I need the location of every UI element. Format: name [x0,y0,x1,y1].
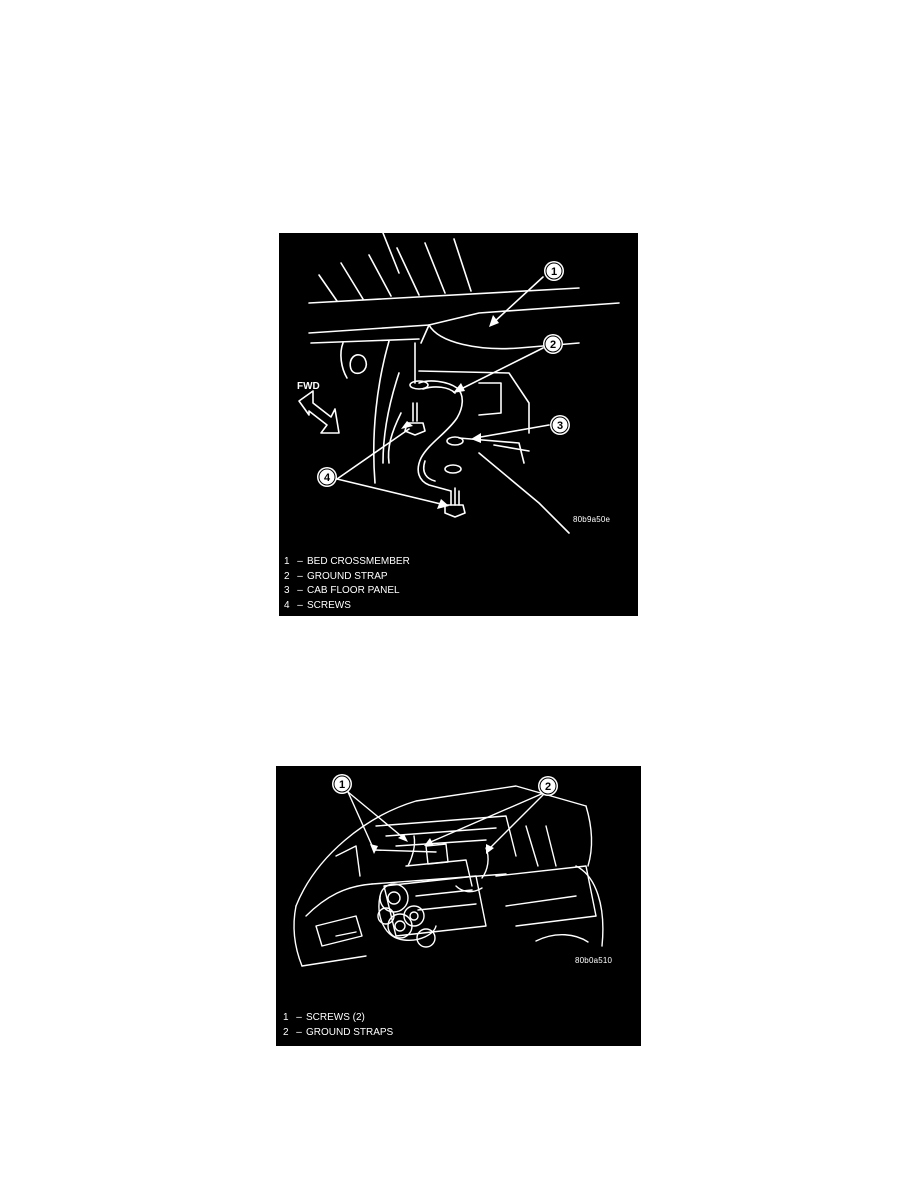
legend-item: 4 – SCREWS [284,599,410,614]
callout-4 [317,467,337,487]
figure-engine-ground-straps [276,766,641,1046]
legend-text: SCREWS (2) [306,1012,365,1023]
legend-item: 2 – GROUND STRAP [284,570,410,585]
figure-legend [283,1011,393,1040]
legend-number: 2 [284,570,290,582]
callout-number: 3 [556,420,564,432]
callout-number: 1 [550,266,558,278]
legend-text: GROUND STRAP [307,570,388,582]
figure-code: 80b9a50e [573,515,611,524]
callout-number: 1 [338,779,346,791]
legend-number: 1 [283,1012,289,1023]
callout-number: 4 [323,472,331,484]
legend-item: 1 – BED CROSSMEMBER [284,555,410,570]
callout-number: 2 [549,339,557,351]
legend-item: 3 – CAB FLOOR PANEL [284,584,410,599]
legend-text: BED CROSSMEMBER [307,556,410,567]
callout-2 [538,776,558,796]
legend-text: GROUND STRAPS [306,1026,394,1038]
legend-number: 4 [284,599,290,611]
callout-1 [332,774,352,794]
engine-ground-straps-illustration [276,766,641,1046]
callout-1 [544,261,564,281]
callout-2 [543,334,563,354]
legend-number: 2 [283,1026,289,1038]
legend-item: 2 – GROUND STRAPS [283,1026,393,1041]
callout-3 [550,415,570,435]
legend-text: SCREWS [307,599,351,611]
legend-text: CAB FLOOR PANEL [307,585,400,596]
figure-legend [284,555,410,613]
legend-number: 3 [284,585,290,596]
fwd-label: FWD [297,381,320,392]
legend-number: 1 [284,556,290,567]
figure-bed-ground-strap [279,233,638,616]
callout-number: 2 [544,781,552,793]
legend-item: 1 – SCREWS (2) [283,1011,393,1026]
figure-code: 80b0a510 [575,956,613,965]
